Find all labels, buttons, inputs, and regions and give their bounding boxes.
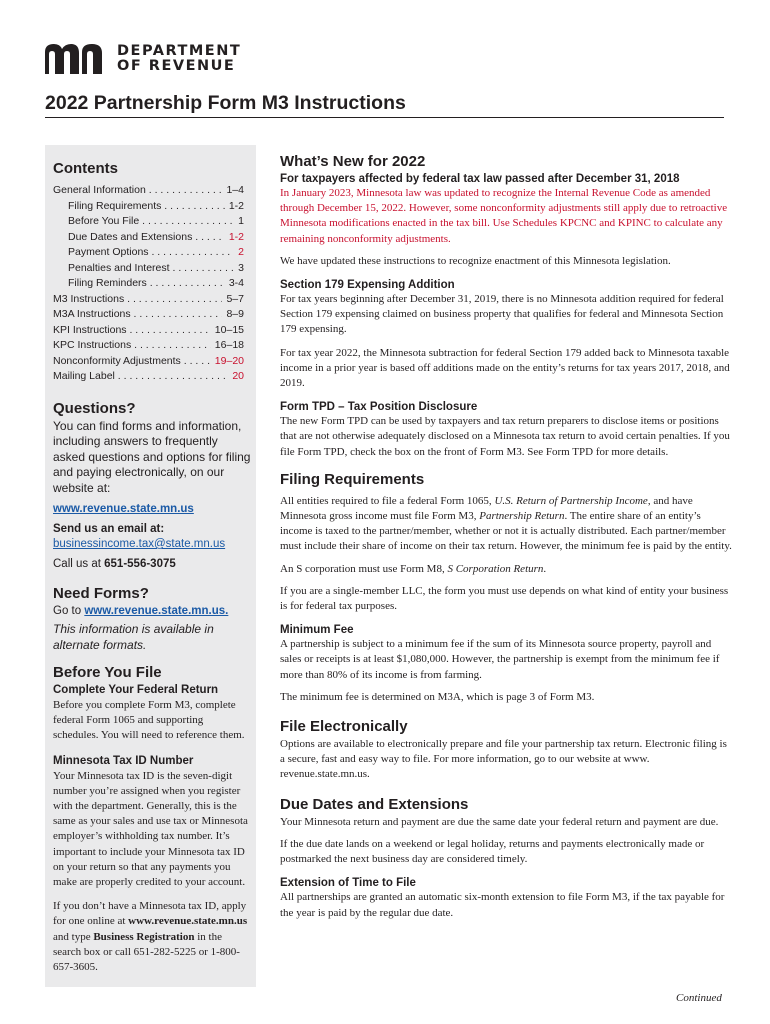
toc-label: Before You File . . . [68, 215, 244, 227]
toc-page: 16–18 [211, 338, 244, 354]
toc-page: 1-2 [225, 199, 244, 215]
file-electronically-heading: File Electronically [280, 718, 408, 736]
toc-page: 8–9 [222, 307, 244, 323]
section-179-text-2: For tax year 2022, the Minnesota subtraction for federal Section 179 added back to Minnesota taxable income in a prior year is based off additions made on the entity’s returns for tax years 2017, 2018, and 2019. [280, 346, 730, 390]
go-to-text: Go to [53, 605, 85, 617]
due-dates-text: Your Minnesota return and payment are due the same date your federal return and payment are due. [280, 815, 719, 828]
website-link[interactable]: www.revenue.state.mn.us [53, 503, 194, 515]
toc-label: KPC Instructions . . . [53, 339, 244, 351]
logo-line-1: DEPARTMENT [117, 43, 242, 59]
tax-id-text: Your Minnesota tax ID is the seven-digit number you’re assigned when you register with the department. Generally, this is the same as your sales and use tax or Minnesota employer’s withholding tax number. It’s important to include your Minnesota tax ID on your return so that any payments you make are properly credited to your account. [53, 769, 248, 889]
mn-logo-icon [45, 44, 109, 74]
filing-form-name-1: U.S. Return of Partnership Income [494, 494, 648, 507]
filing-requirements-text [280, 494, 732, 555]
toc-page: 2 [234, 245, 244, 261]
questions-text: You can find forms and information, including answers to frequently asked questions and options for filing and paying electronically, on our website at: [53, 418, 251, 495]
affected-text: In January 2023, Minnesota law was updated to recognize the Internal Revenue Code as amended through December 15, 2022. However, some nonconformity adjustments still apply due to retroactive Minnesota modifications enacted in the tax bill. Use Schedules KPCNC and KPINC to calculate any remaining nonconformity adjustments. [280, 187, 728, 245]
toc-item[interactable] [53, 292, 244, 308]
apply-tax-id-text [53, 899, 249, 975]
apply-text-2: and type [53, 930, 94, 943]
sidebar [45, 145, 256, 987]
apply-text-1: If you don’t have a Minnesota tax ID, apply for one online at [53, 900, 247, 928]
page-title: 2022 Partnership Form M3 Instructions [45, 92, 406, 114]
filing-text-1: All entities required to file a federal Form 1065, [280, 494, 495, 507]
toc-label: Filing Reminders . . . [68, 277, 244, 289]
go-to-line [53, 604, 256, 619]
toc-item[interactable] [53, 354, 244, 370]
s-corp-text-2: . [543, 562, 547, 575]
filing-text-2: , and have Minnesota gross income must file Form M3, [280, 494, 693, 523]
s-corp-text-1: An S corporation must use Form M8, [280, 562, 448, 575]
filing-form-name-2: Partnership Return [479, 510, 565, 523]
section-179-text-1: For tax years beginning after December 31, 2019, there is no Minnesota addition required for federal Section 179 expensing claimed on business property that qualifies for federal and Minnesota Section 179 expensing. [280, 293, 724, 336]
phone-number: 651-556-3075 [104, 558, 176, 570]
file-electronically-text: Options are available to electronically prepare and file your partnership tax return. Electronic filing is a secure, fast and easy way to file. For more information, go to our website at www. revenue.state.mn.us. [280, 738, 727, 781]
toc-item[interactable] [53, 261, 244, 277]
s-corp-form-name: S Corporation Return [447, 562, 544, 575]
toc-page: 3 [234, 261, 244, 277]
filing-text-3: . The entire share of an entity’s income is taxed to the partner/member, whether or not it is actually distributed. Each partner/member must include their share of income on their tax return. However, the minimum fee is paid by the entity. [280, 510, 732, 553]
toc-label: M3A Instructions . . . [53, 308, 244, 320]
logo-line-2: OF REVENUE [117, 58, 236, 74]
contents-heading: Contents [53, 160, 118, 177]
apply-business-registration: Business Registration [93, 930, 195, 943]
llc-text: If you are a single-member LLC, the form you must use depends on what kind of entity your business is for federal tax purposes. [280, 584, 729, 613]
toc-item[interactable] [53, 214, 244, 230]
department-logo [45, 42, 241, 76]
before-you-file-heading: Before You File [53, 664, 162, 681]
complete-federal-return-text: Before you complete Form M3, complete federal Form 1065 and supporting schedules. You will need to reference them. [53, 699, 245, 742]
apply-website: www.revenue.state.mn.us [128, 915, 248, 928]
whats-new-heading: What’s New for 2022 [280, 153, 426, 170]
toc-item[interactable] [53, 199, 244, 215]
toc-item[interactable] [53, 245, 244, 261]
toc-label: General Information . . . [53, 184, 244, 196]
toc-label: Filing Requirements . . . [68, 200, 244, 212]
toc-label: Payment Options . . . [68, 246, 244, 258]
toc-page: 1 [234, 214, 244, 230]
toc-page: 1–4 [222, 183, 244, 199]
call-us-line [53, 557, 256, 572]
section-179-heading: Section 179 Expensing Addition [280, 279, 455, 292]
form-tpd-text: The new Form TPD can be used by taxpayers and tax return preparers to disclose items or positions that are not otherwise adequately disclosed on a Minnesota tax return to avoid certain penalties. If you file Form TPD, check the box on the front of Form M3. See Form TPD for more details. [280, 415, 730, 458]
toc-label: KPI Instructions . . . [53, 324, 244, 336]
logo-wordmark [117, 44, 241, 74]
toc-label: Penalties and Interest . . . [68, 262, 244, 274]
toc-item[interactable] [53, 183, 244, 199]
due-dates-heading: Due Dates and Extensions [280, 795, 469, 813]
toc-page: 3-4 [225, 276, 244, 292]
extension-heading: Extension of Time to File [280, 877, 416, 890]
table-of-contents [53, 183, 256, 385]
call-prefix: Call us at [53, 558, 105, 570]
toc-page: 19–20 [211, 354, 244, 370]
toc-page: 20 [228, 369, 244, 385]
toc-page: 5–7 [222, 292, 244, 308]
main-content [280, 152, 732, 921]
toc-label: M3 Instructions . . . [53, 293, 244, 305]
complete-federal-return-heading: Complete Your Federal Return [53, 684, 219, 696]
due-dates-text-2: If the due date lands on a weekend or legal holiday, returns and payments electronically made or postmarked the next business day are considered timely. [280, 837, 705, 866]
toc-item[interactable] [53, 323, 244, 339]
continued-label: Continued [676, 992, 722, 1004]
toc-label: Due Dates and Extensions . . . [68, 231, 244, 243]
need-forms-heading: Need Forms? [53, 585, 149, 602]
form-tpd-heading: Form TPD – Tax Position Disclosure [280, 401, 478, 414]
toc-item[interactable] [53, 369, 244, 385]
email-label: Send us an email at: [53, 523, 165, 535]
email-link[interactable]: businessincome.tax@state.mn.us [53, 538, 226, 550]
s-corp-text [280, 562, 732, 577]
forms-link[interactable]: www.revenue.state.mn.us. [84, 605, 229, 617]
tax-id-heading: Minnesota Tax ID Number [53, 754, 194, 767]
title-divider [45, 117, 724, 118]
questions-heading: Questions? [53, 399, 136, 417]
minimum-fee-heading: Minimum Fee [280, 624, 354, 637]
minimum-fee-text-2: The minimum fee is determined on M3A, which is page 3 of Form M3. [280, 690, 595, 703]
updated-text: We have updated these instructions to recognize enactment of this Minnesota legislation. [280, 254, 671, 267]
alt-formats-note: This information is available in alternate formats. [53, 622, 214, 652]
toc-label: Nonconformity Adjustments . . . [53, 355, 244, 367]
affected-heading: For taxpayers affected by federal tax law passed after December 31, 2018 [280, 173, 680, 185]
toc-item[interactable] [53, 230, 244, 246]
toc-page: 10–15 [211, 323, 244, 339]
toc-item[interactable] [53, 276, 244, 292]
toc-page: 1-2 [225, 230, 244, 246]
extension-text: All partnerships are granted an automatic six-month extension to file Form M3, if the tax payable for the year is paid by the regular due date. [280, 891, 725, 919]
apply-text-3: in the search box or call 651-282-5225 or 1-800-657-3605. [53, 930, 240, 974]
filing-requirements-heading: Filing Requirements [280, 470, 425, 488]
minimum-fee-text: A partnership is subject to a minimum fee if the sum of its Minnesota source property, payroll and sales or receipts is at least $1,080,000. However, the partnership is exempt from the minimum fee if more than 80% of its income is from farming. [280, 638, 720, 681]
toc-item[interactable] [53, 338, 244, 354]
toc-item[interactable] [53, 307, 244, 323]
toc-label: Mailing Label . . . [53, 370, 244, 382]
